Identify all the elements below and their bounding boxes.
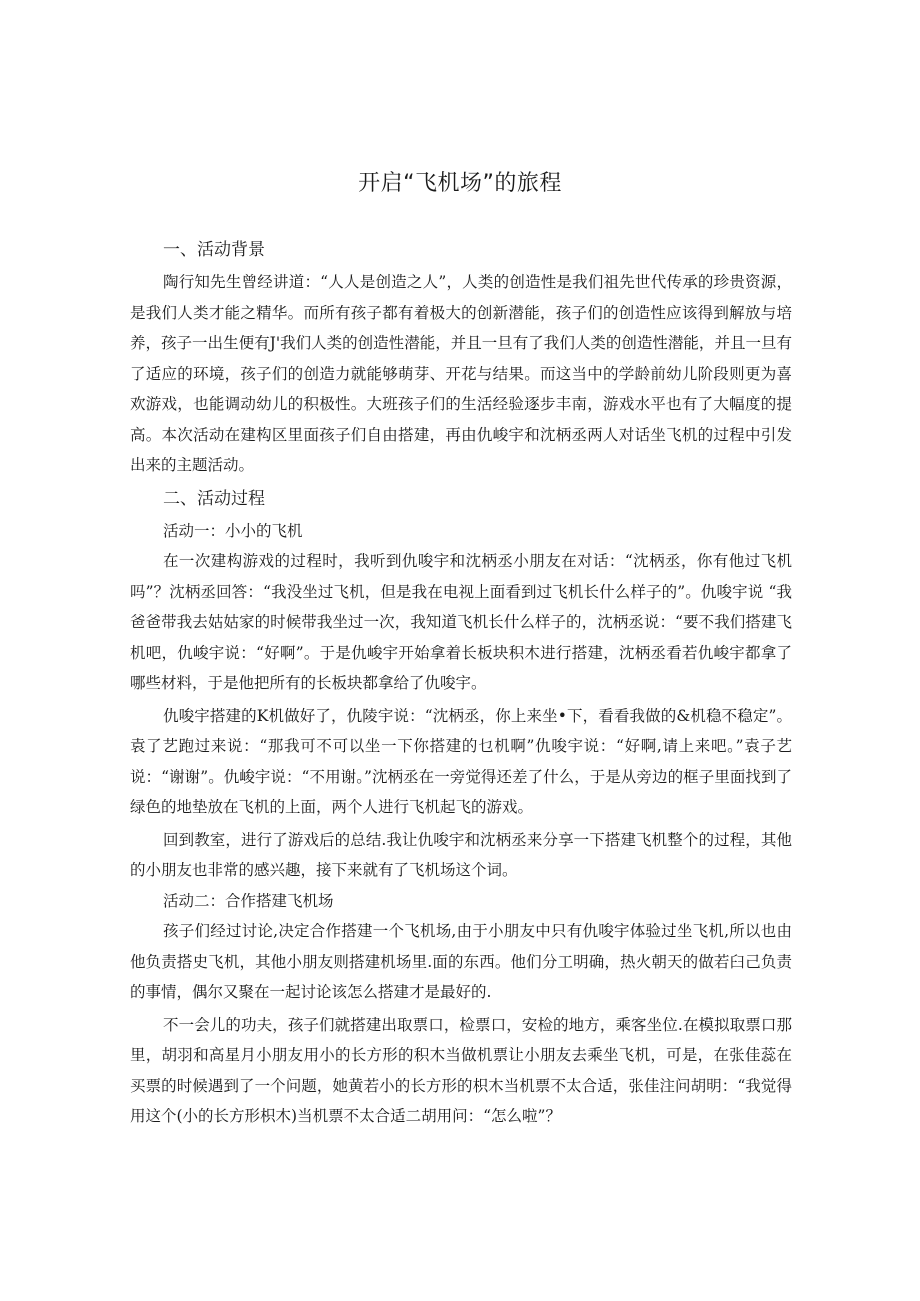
activity-one-title: 活动一：小小的飞机 <box>163 521 303 540</box>
activity-one-paragraph-2: 仇唆宇搭建的K机做好了，仇陵宇说：“沈柄丞，你上来坐•下，看看我做的&机稳不稳定”。袁了艺跑过来说：“那我可不可以坐一下你搭建的乜机啊”仇唆宇说：“好啊,请上来吧。”袁子艺说：“谢谢”。仇峻宇说：“不用谢。”沈柄丞在一旁觉得还差了什么，于是从旁边的框子里面找到了绿色的地垫放在飞机的上面，两个人进行飞机起飞的游戏。 <box>130 706 792 816</box>
activity-two-title: 活动二：合作搭建飞机场 <box>163 891 334 910</box>
document-body <box>130 234 792 1132</box>
activity-two-paragraph-2: 不一会儿的功夫，孩子们就搭建出取票口，检票口，安检的地方，乘客坐位.在模拟取票口那里，胡羽和高星月小朋友用小的长方形的积木当做机票让小朋友去乘坐飞机，可是，在张佳蕊在买票的时候遇到了一个问题，她黄若小的长方形的枳木当机票不太合适，张佳注问胡明：“我觉得用这个(小的长方形枳木)当机票不太合适二胡用问：“怎么啦”？ <box>130 1015 792 1125</box>
activity-two-paragraph-1: 孩子们经过讨论,决定合作搭建一个飞机场,由于小朋友中只有仇唆宇体验过坐飞机,所以也由他负责搭史飞机，其他小朋友则搭建机场里.面的东西。他们分工明确，热火朝天的做若臼己负责的事情，偶尔又聚在一起讨论该怎么搭建才是最好的. <box>130 922 792 1001</box>
document-title: 开启“飞机场”的旅程 <box>358 171 562 196</box>
background-paragraph: 陶行知先生曾经讲道：“人人是创造之人”，人类的创造性是我们祖先世代传承的珍贵资源，是我们人类才能之精华。而所有孩子都有着极大的创新潜能，孩子们的创造性应该得到解放与培养，孩子一出生便有J'我们人类的创造性潜能，并且一旦有了我们人类的创造性潜能，并且一旦有了适应的环境，孩子们的创造力就能够萌芽、开花与结果。而这当中的学龄前幼儿阶段则更为喜欢游戏，也能调动幼儿的积极性。大班孩子们的生活经验逐步丰南，游戏水平也有了大幅度的提高。本次活动在建构区里面孩子们自由搭建，再由仇峻宇和沈柄丞两人对话坐飞机的过程中引发出来的主题活动。 <box>130 273 792 474</box>
activity-one-paragraph-1: 在一次建构游戏的过程时，我听到仇唆宇和沈柄丞小朋友在对话：“沈柄丞，你有他过飞机吗”？沈柄丞回答：“我没坐过飞机，但是我在电视上面看到过飞机长什么样子的”。仇唆宇说 “我爸爸带我去姑姑家的时候带我坐过一次，我知道飞机长什么样子的，沈柄丞说：“要不我们搭建飞机吧，仇峻宇说：“好啊”。于是仇峻宇开始拿着长板块积木进行搭建，沈柄丞看若仇峻宇都拿了哪些材料，于是他把所有的长板块都拿给了仇唆宇。 <box>130 552 792 692</box>
section-heading-background: 一、活动背景 <box>163 240 265 260</box>
section-heading-process: 二、活动过程 <box>163 488 265 509</box>
activity-one-paragraph-3: 回到教室，进行了游戏后的总结.我让仇唆宇和沈柄丞来分享一下搭建飞机整个的过程，其他的小朋友也非常的感兴趣，接下来就有了飞机场这个词。 <box>130 830 792 879</box>
